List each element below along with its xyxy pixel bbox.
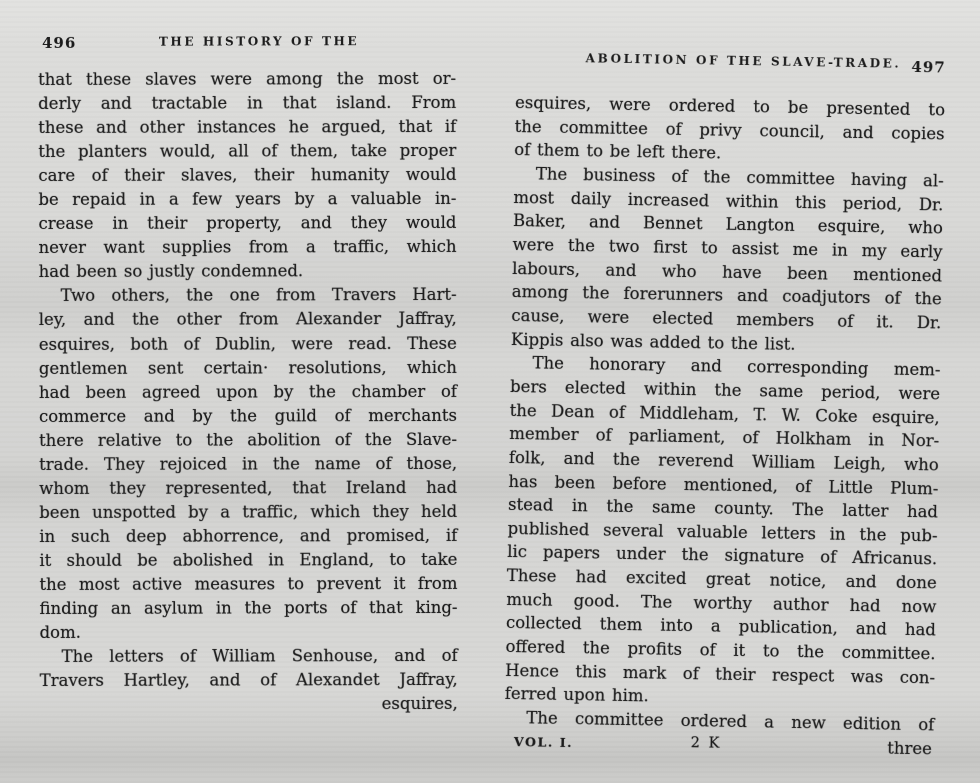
text-line: the planters would, all of them, take proper (38, 141, 457, 162)
text-line: Travers Hartley, and of Alexandet Jaffray, (39, 670, 458, 691)
text-line: finding an asylum in the ports of that king- (39, 597, 458, 619)
text-line: bers elected within the same period, were (509, 376, 941, 404)
text-line: commerce and by the guild of merchants (38, 405, 458, 426)
book-page-right (504, 50, 946, 763)
page-body-right (504, 91, 945, 737)
text-line: that these slaves were among the most or- (38, 68, 457, 89)
text-line: These had excited great notice, and done (506, 566, 937, 593)
running-title-right: ABOLITION OF THE SLAVE-TRADE. (585, 51, 902, 71)
text-line: the most active measures to prevent it from (39, 573, 458, 594)
book-page-left (38, 33, 458, 717)
text-line: The honorary and corresponding mem- (532, 353, 941, 380)
text-line: collected them into a publication, and had (505, 613, 937, 640)
text-line: Two others, the one from Travers Hart- (60, 285, 457, 306)
text-line: of them to be left there. (514, 140, 722, 163)
text-line: derly and tractable in that island. From (38, 92, 457, 114)
text-line: whom they represented, that Ireland had (39, 477, 458, 498)
text-line: ley, and the other from Alexander Jaffray, (38, 309, 457, 330)
text-line: much good. The worthy author had now (506, 589, 937, 617)
page-number-right: 497 (911, 57, 946, 77)
text-line: has been before mentioned, of Little Plum- (508, 471, 939, 498)
text-line: The committee ordered a new edition of (526, 708, 935, 735)
printers-signature: 2 K (690, 734, 722, 752)
text-line: had been so justly condemned. (38, 261, 304, 282)
running-head-right (516, 50, 946, 76)
text-line: ferred upon him. (504, 684, 649, 706)
text-line: care of their slaves, their humanity would (38, 165, 457, 186)
text-line: member of parliament, of Holkham in Nor- (509, 424, 940, 451)
text-line: gentlemen sent certain· resolutions, which (38, 357, 457, 378)
text-line: esquires, (381, 694, 458, 714)
text-line: The business of the committee having al- (535, 164, 944, 191)
text-line: the Dean of Middleham, T. W. Coke esquire, (509, 400, 940, 427)
running-head-left (38, 33, 456, 52)
page-body-left (38, 67, 458, 717)
text-line: trade. They rejoiced in the name of those, (39, 453, 458, 474)
text-line: stead in the same county. The latter had (507, 495, 939, 522)
text-line: there relative to the abolition of the Slave- (39, 429, 458, 450)
text-line: Kippis also was added to the list. (510, 329, 796, 354)
text-line: cause, were elected members of it. Dr. (511, 305, 942, 333)
running-title-left: THE HISTORY OF THE (158, 34, 360, 49)
text-line: were the two first to assist me in my early (512, 234, 943, 262)
text-line: in such deep abhorrence, and promised, if (39, 525, 458, 546)
text-line: esquires, both of Dublin, were read. These (38, 333, 457, 354)
text-line: these and other instances he argued, that if (38, 116, 457, 138)
text-line: the committee of privy council, and copies (514, 116, 945, 144)
text-line: esquires, were ordered to be presented to (514, 92, 946, 120)
text-line: had been agreed upon by the chamber of (38, 381, 457, 402)
volume-label: VOL. I. (513, 733, 574, 750)
text-line: Baker, and Bennet Langton esquire, who (512, 211, 944, 238)
text-line: be repaid in a few years by a valuable in- (38, 189, 457, 210)
page-footer-right (504, 732, 934, 764)
text-line: been unspotted by a traffic, which they held (39, 501, 458, 522)
text-line: published several valuable letters in the pub- (507, 518, 938, 546)
text-line: lic papers under the signature of Africanus. (507, 542, 938, 569)
page-number-left: 496 (41, 33, 77, 52)
text-line: labours, and who have been mentioned (512, 258, 943, 286)
text-line: it should be abolished in England, to take (39, 549, 458, 570)
text-line: crease in their property, and they would (38, 213, 457, 234)
text-line: dom. (39, 622, 81, 643)
text-line: folk, and the reverend William Leigh, who (508, 447, 939, 475)
text-line: The letters of William Senhouse, and of (61, 646, 458, 667)
text-line: never want supplies from a traffic, which (38, 237, 457, 258)
text-line: Hence this mark of their respect was con- (505, 660, 936, 688)
catchword: three (887, 738, 933, 759)
text-line: most daily increased within this period, Dr. (513, 187, 944, 215)
text-line: offered the profits of it to the committee. (505, 637, 936, 664)
text-line: among the forerunners and coadjutors of the (511, 282, 942, 309)
